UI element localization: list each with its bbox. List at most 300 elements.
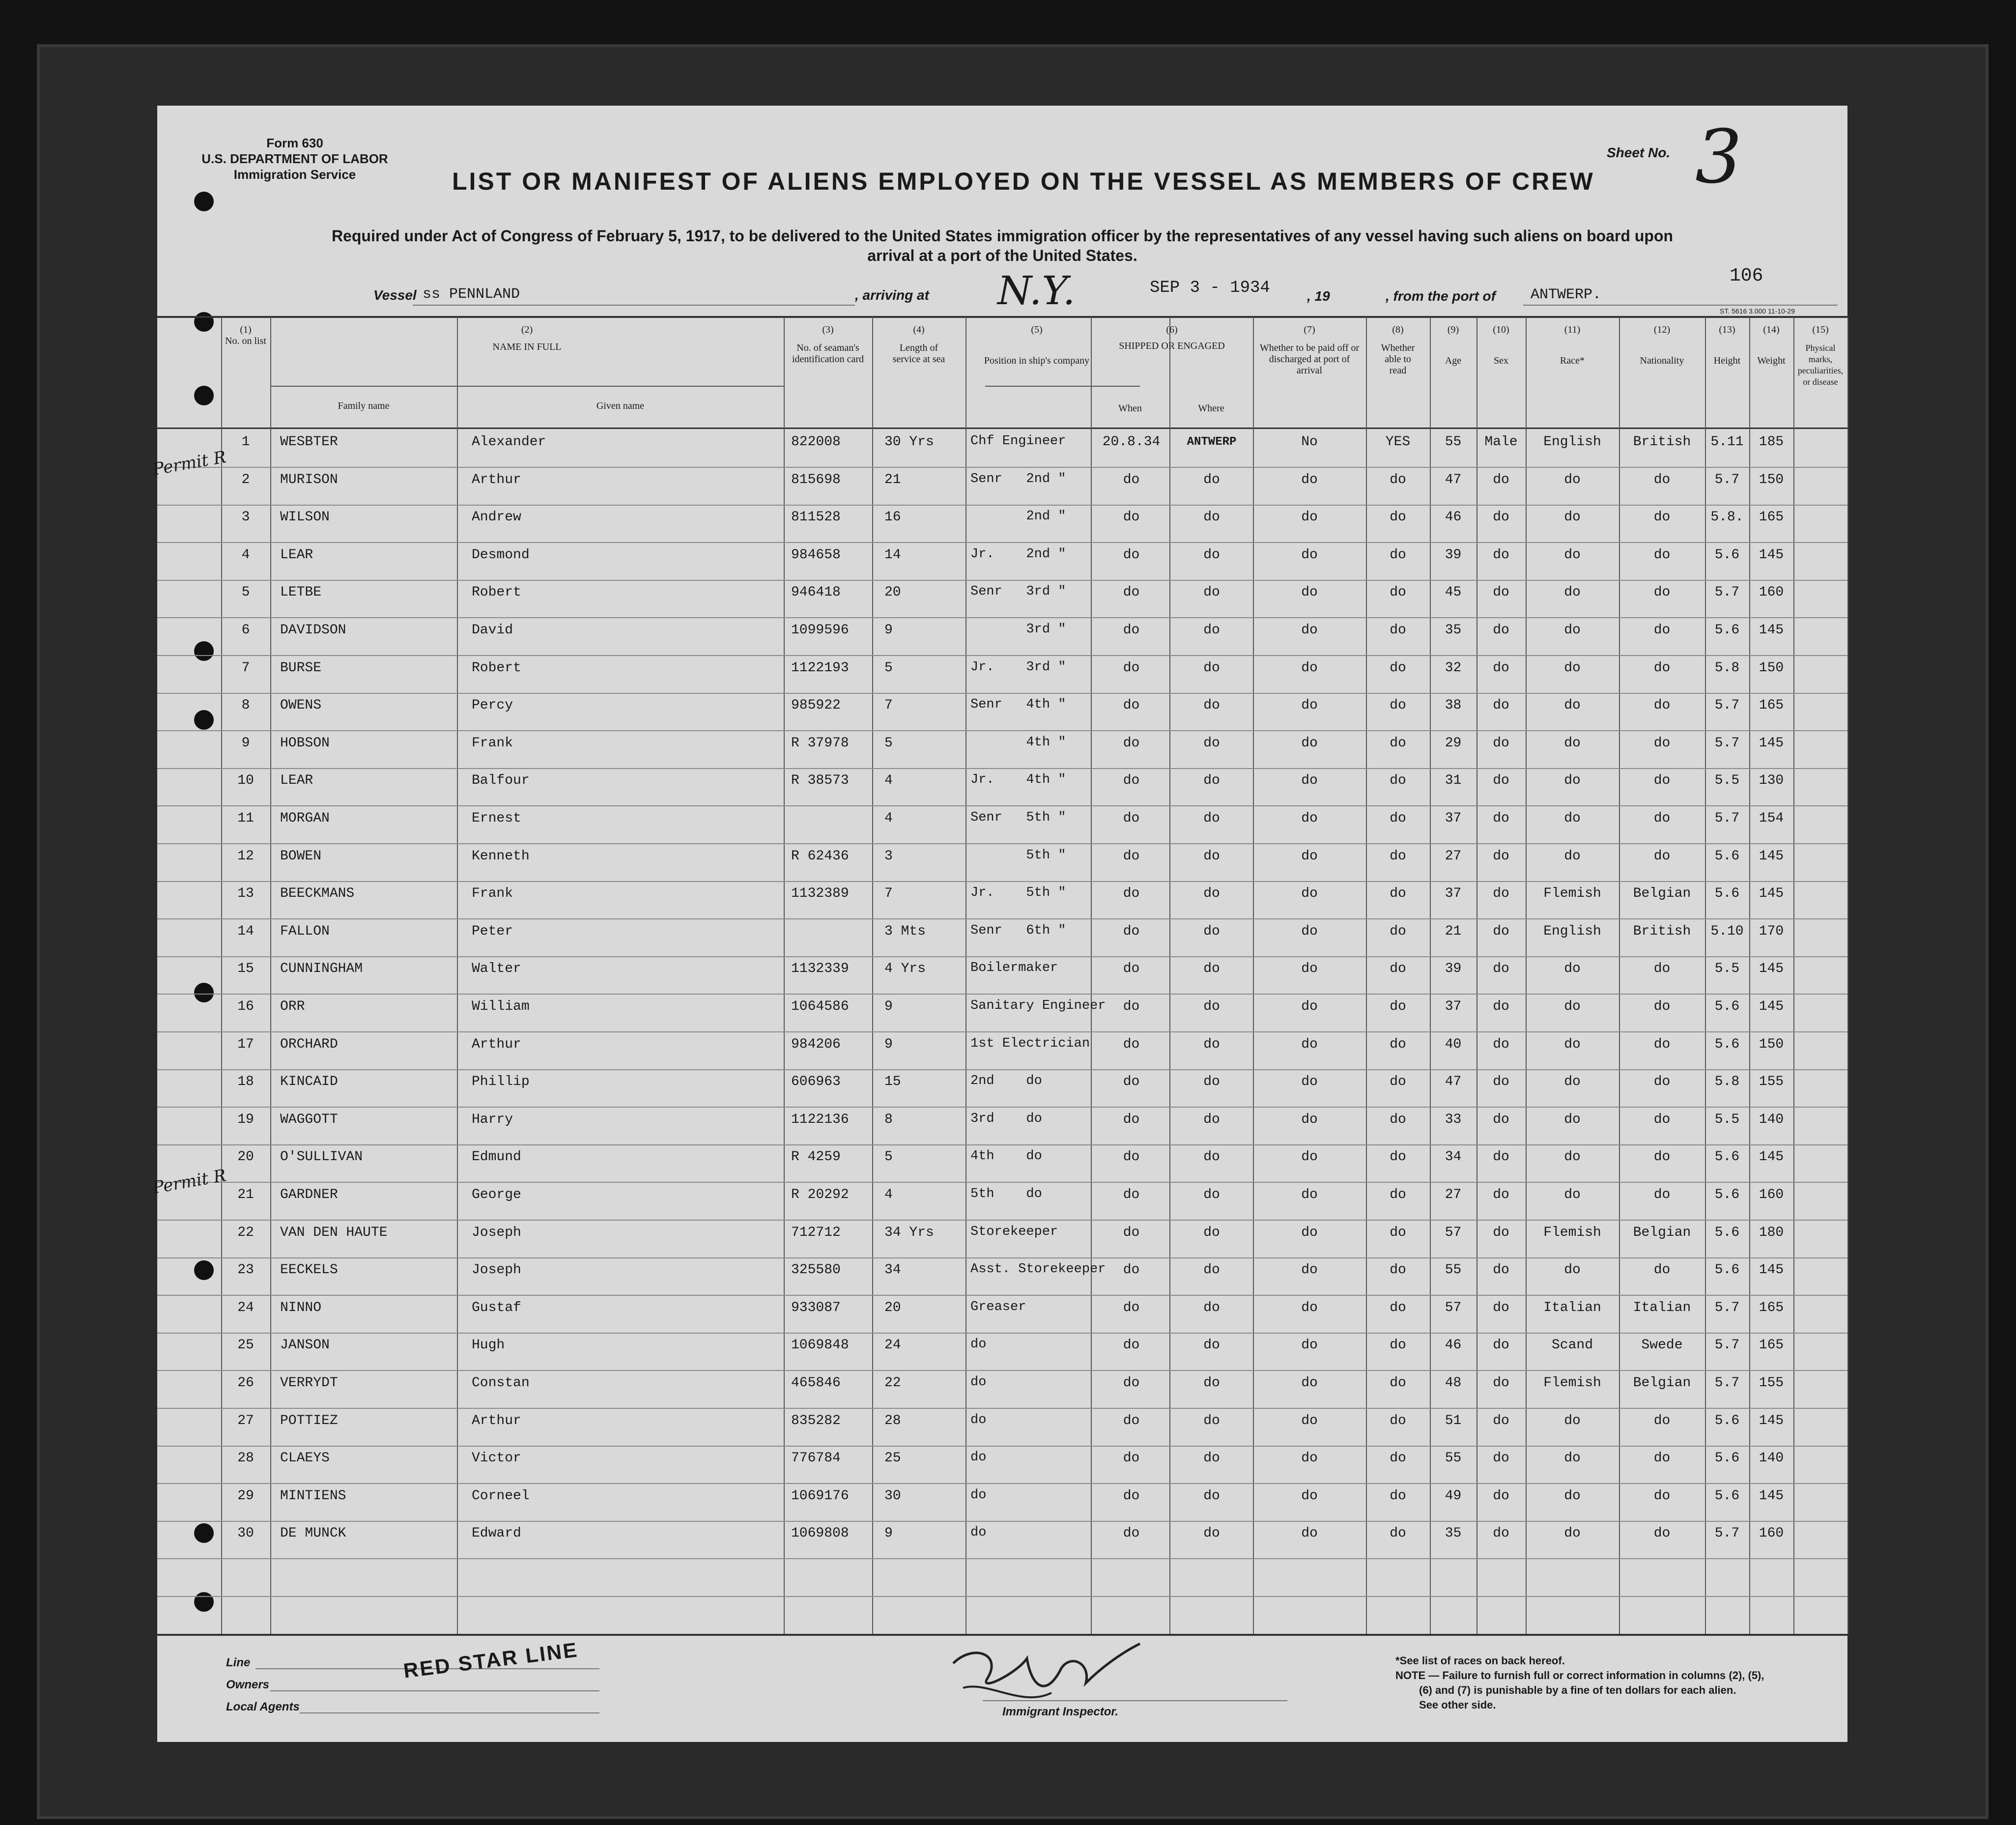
cell-sex: do [1493,1413,1509,1428]
cell-no: 5 [241,585,250,600]
cell-no: 30 [237,1526,254,1541]
cell-weight: 150 [1759,660,1784,676]
note-see-other: See other side. [1419,1699,1496,1711]
cell-paid: do [1301,736,1318,751]
cell-given: Edward [472,1526,521,1541]
cell-race: do [1564,510,1581,525]
subtitle-line-2: arrival at a port of the United States. [867,247,1137,264]
cell-age: 29 [1445,736,1462,751]
cell-height: 5.6 [1714,1488,1740,1504]
cell-weight: 140 [1759,1451,1784,1466]
cell-family: MURISON [280,472,338,487]
cell-read: do [1390,510,1406,525]
cell-weight: 145 [1759,961,1784,976]
cell-weight: 165 [1759,510,1784,525]
cell-given: Frank [472,736,513,751]
subtitle-line-1: Required under Act of Congress of February 5, 1917, to be delivered to the United States immigration officer by the representatives of any vessel having such aliens on board upon [331,227,1674,245]
col-15-number: (15) [1812,324,1829,335]
cell-pos: Senr 4th " [970,697,1066,712]
row-rule [157,1295,1847,1296]
cell-family: DAVIDSON [280,623,346,638]
form-number: Form 630 [266,136,323,150]
cell-when: do [1123,811,1140,826]
punch-hole [194,386,214,405]
cell-no: 6 [241,623,250,638]
cell-no: 11 [237,811,254,826]
col-9-number: (9) [1447,324,1459,335]
cell-card: 712712 [791,1225,841,1240]
cell-no: 3 [241,510,250,525]
cell-height: 5.7 [1714,811,1740,826]
cell-given: Andrew [472,510,521,525]
cell-race: do [1564,811,1581,826]
cell-read: do [1390,1488,1406,1504]
cell-family: LEAR [280,773,313,788]
cell-read: do [1390,1526,1406,1541]
cell-family: BURSE [280,660,322,676]
cell-service: 30 [884,1488,901,1504]
cell-service: 4 [884,811,893,826]
cell-given: Arthur [472,1413,521,1428]
col-14-number: (14) [1763,324,1780,335]
cell-when: do [1123,1451,1140,1466]
cell-given: Percy [472,698,513,713]
cell-race: do [1564,1488,1581,1504]
cell-service: 9 [884,1037,893,1052]
note-penalty-2: (6) and (7) is punishable by a fine of ten dollars for each alien. [1419,1684,1736,1696]
cell-height: 5.7 [1714,1300,1740,1315]
col-7-header [1253,324,1366,376]
document-title: LIST OR MANIFEST OF ALIENS EMPLOYED ON THE VESSEL AS MEMBERS OF CREW [452,168,1595,195]
col-4-label: Length of service at sea [892,342,945,365]
cell-nat: do [1653,1074,1671,1089]
col-3-label: No. of seaman's identification card [792,342,864,365]
inspector-label: Immigrant Inspector. [1002,1705,1119,1718]
col-8-label: Whether able to read [1381,342,1415,376]
cell-race: English [1543,924,1601,939]
cell-weight: 145 [1759,999,1784,1014]
cell-when: do [1123,773,1140,788]
col-10-header [1477,324,1526,367]
agents-label: Local Agents [226,1700,300,1713]
cell-paid: do [1301,849,1318,864]
col-14-header [1749,324,1793,367]
cell-pos: Jr. 4th " [970,772,1066,787]
cell-given: Kenneth [472,849,530,864]
row-rule [157,881,1847,882]
cell-weight: 165 [1759,1300,1784,1315]
row-rule [157,1596,1847,1597]
row-rule [157,580,1847,581]
cell-service: 5 [884,736,893,751]
cell-height: 5.10 [1710,924,1744,939]
col-7-label: Whether to be paid off or discharged at port of arrival [1259,342,1360,376]
cell-race: do [1564,999,1581,1014]
cell-weight: 140 [1759,1112,1784,1127]
cell-sex: do [1493,811,1509,826]
cell-height: 5.7 [1714,585,1740,600]
cell-family: BOWEN [280,849,322,864]
cell-weight: 145 [1759,1149,1784,1165]
cell-no: 15 [237,961,254,976]
cell-service: 7 [884,698,893,713]
cell-card: 606963 [791,1074,841,1089]
header-bottom-border [157,428,1847,429]
cell-paid: do [1301,510,1318,525]
cell-nat: do [1653,510,1671,525]
cell-no: 24 [237,1300,254,1315]
cell-weight: 145 [1759,1262,1784,1278]
cell-where: do [1203,811,1220,826]
cell-race: do [1564,1451,1581,1466]
cell-where: do [1203,1300,1220,1315]
cell-service: 30 Yrs [884,434,934,450]
cell-where: do [1203,1225,1220,1240]
cell-paid: No [1301,434,1318,450]
cell-service: 21 [884,472,901,487]
cell-sex: do [1493,698,1509,713]
cell-given: Frank [472,886,513,901]
cell-family: WILSON [280,510,330,525]
cell-age: 39 [1445,961,1462,976]
cell-nat: do [1653,1037,1671,1052]
cell-no: 20 [237,1149,254,1165]
cell-where: do [1203,736,1220,751]
cell-weight: 160 [1759,1526,1784,1541]
cell-when: do [1123,1037,1140,1052]
cell-paid: do [1301,1413,1318,1428]
column-rule [457,317,458,1634]
cell-paid: do [1301,698,1318,713]
column-rule [270,317,271,1634]
cell-pos: Boilermaker [970,961,1058,975]
cell-family: WAGGOTT [280,1112,338,1127]
cell-age: 57 [1445,1300,1462,1315]
cell-no: 16 [237,999,254,1014]
cell-read: do [1390,1187,1406,1202]
cell-where: do [1203,1037,1220,1052]
cell-weight: 145 [1759,849,1784,864]
cell-paid: do [1301,924,1318,939]
cell-age: 57 [1445,1225,1462,1240]
cell-nat: Belgian [1633,1225,1691,1240]
cell-service: 25 [884,1451,901,1466]
cell-nat: do [1653,1451,1671,1466]
cell-no: 26 [237,1375,254,1391]
cell-pos: do [970,1488,987,1503]
cell-where: do [1203,1338,1220,1353]
cell-read: do [1390,1225,1406,1240]
col-1-header [221,324,270,347]
table-top-border [157,316,1847,318]
cell-read: do [1390,961,1406,976]
col-10-number: (10) [1493,324,1509,335]
page-number: 106 [1730,265,1763,286]
row-rule [157,805,1847,806]
cell-paid: do [1301,1225,1318,1240]
cell-read: do [1390,623,1406,638]
col-1-number: (1) [240,324,252,335]
department-name: U.S. DEPARTMENT OF LABOR [201,151,388,166]
cell-sex: do [1493,472,1509,487]
cell-no: 22 [237,1225,254,1240]
cell-service: 34 Yrs [884,1225,934,1240]
cell-family: POTTIEZ [280,1413,338,1428]
cell-pos: do [970,1375,987,1390]
cell-age: 37 [1445,886,1462,901]
cell-sex: do [1493,1262,1509,1278]
cell-nat: do [1653,1112,1671,1127]
cell-paid: do [1301,1149,1318,1165]
cell-weight: 165 [1759,1338,1784,1353]
cell-read: do [1390,660,1406,676]
cell-sex: Male [1484,434,1518,450]
cell-where: ANTWERP [1187,435,1237,449]
cell-paid: do [1301,1300,1318,1315]
cell-race: English [1543,434,1601,450]
cell-age: 21 [1445,924,1462,939]
cell-when: do [1123,1375,1140,1391]
cell-card: 946418 [791,585,841,600]
cell-when: do [1123,1149,1140,1165]
cell-weight: 160 [1759,1187,1784,1202]
cell-given: Edmund [472,1149,521,1165]
cell-family: DE MUNCK [280,1526,346,1541]
cell-age: 48 [1445,1375,1462,1391]
cell-where: do [1203,660,1220,676]
cell-given: David [472,623,513,638]
cell-paid: do [1301,886,1318,901]
cell-pos: do [970,1450,987,1465]
cell-no: 12 [237,849,254,864]
cell-weight: 180 [1759,1225,1784,1240]
cell-card: 1122193 [791,660,849,676]
cell-no: 8 [241,698,250,713]
cell-service: 16 [884,510,901,525]
cell-service: 9 [884,999,893,1014]
row-rule [157,994,1847,995]
cell-read: do [1390,547,1406,563]
year-label: , 19 [1307,288,1330,304]
cell-card: 465846 [791,1375,841,1391]
cell-sex: do [1493,736,1509,751]
cell-where: do [1203,924,1220,939]
cell-height: 5.8. [1710,510,1744,525]
cell-pos: 3rd " [970,622,1066,637]
cell-height: 5.7 [1714,698,1740,713]
cell-service: 5 [884,660,893,676]
cell-sex: do [1493,1300,1509,1315]
punch-hole [194,1260,214,1280]
cell-pos: 5th do [970,1187,1042,1201]
cell-nat: do [1653,1526,1671,1541]
cell-race: do [1564,660,1581,676]
cell-height: 5.7 [1714,736,1740,751]
row-rule [157,956,1847,957]
cell-race: do [1564,547,1581,563]
cell-age: 34 [1445,1149,1462,1165]
cell-given: Joseph [472,1262,521,1278]
cell-service: 24 [884,1338,901,1353]
cell-pos: 1st Electrician [970,1036,1090,1051]
cell-height: 5.7 [1714,1526,1740,1541]
cell-where: do [1203,585,1220,600]
cell-service: 3 [884,849,893,864]
cell-age: 27 [1445,849,1462,864]
cell-pos: Chf Engineer [970,434,1066,449]
cell-card: 1132389 [791,886,849,901]
cell-nat: do [1653,472,1671,487]
cell-age: 55 [1445,434,1462,450]
col-3-header [784,324,872,365]
cell-sex: do [1493,1225,1509,1240]
row-rule [157,1483,1847,1484]
cell-given: Balfour [472,773,530,788]
punch-hole [194,641,214,661]
agents-underline [300,1712,599,1713]
vessel-label: Vessel [373,287,417,303]
line-label: Line [226,1656,251,1669]
cell-pos: Senr 3rd " [970,584,1066,599]
cell-age: 35 [1445,623,1462,638]
cell-where: do [1203,849,1220,864]
cell-pos: 3rd do [970,1112,1042,1126]
form-identifier [192,135,398,182]
cell-nat: do [1653,849,1671,864]
cell-paid: do [1301,623,1318,638]
punch-hole [194,312,214,332]
cell-read: do [1390,736,1406,751]
cell-given: Victor [472,1451,521,1466]
cell-no: 25 [237,1338,254,1353]
cell-height: 5.11 [1710,434,1744,450]
cell-height: 5.8 [1714,1074,1740,1089]
cell-age: 27 [1445,1187,1462,1202]
cell-where: do [1203,1112,1220,1127]
cell-given: William [472,999,530,1014]
row-rule [157,1370,1847,1371]
given-name-header: Given name [596,400,645,411]
col-9-header [1430,324,1477,367]
col-8-number: (8) [1392,324,1404,335]
row-rule [157,730,1847,731]
cell-nat: do [1653,1488,1671,1504]
cell-age: 31 [1445,773,1462,788]
cell-paid: do [1301,472,1318,487]
cell-paid: do [1301,1338,1318,1353]
cell-when: 20.8.34 [1102,434,1161,450]
cell-when: do [1123,849,1140,864]
cell-sex: do [1493,961,1509,976]
cell-race: do [1564,1037,1581,1052]
cell-where: do [1203,510,1220,525]
col-15-label: Physical marks, peculiarities, or disease [1797,343,1844,387]
owners-label: Owners [226,1678,270,1691]
cell-read: do [1390,1037,1406,1052]
cell-paid: do [1301,1074,1318,1089]
cell-no: 27 [237,1413,254,1428]
cell-paid: do [1301,1375,1318,1391]
where-header: Where [1198,403,1224,414]
cell-height: 5.6 [1714,1413,1740,1428]
cell-given: Desmond [472,547,530,563]
cell-service: 20 [884,1300,901,1315]
col-4-number: (4) [913,324,925,335]
cell-family: O'SULLIVAN [280,1149,363,1165]
cell-age: 38 [1445,698,1462,713]
cell-card: R 4259 [791,1149,841,1165]
cell-card: 1069808 [791,1526,849,1541]
cell-no: 17 [237,1037,254,1052]
cell-pos: Storekeeper [970,1225,1058,1239]
document-subtitle [256,226,1749,265]
cell-card: 1099596 [791,623,849,638]
cell-no: 14 [237,924,254,939]
cell-where: do [1203,1262,1220,1278]
cell-sex: do [1493,510,1509,525]
cell-where: do [1203,1187,1220,1202]
cell-pos: Senr 6th " [970,923,1066,938]
vessel-underline [413,305,855,306]
row-rule [157,1446,1847,1447]
cell-card: 984658 [791,547,841,563]
cell-family: ORCHARD [280,1037,338,1052]
cell-pos: 4th do [970,1149,1042,1164]
cell-race: Flemish [1543,1375,1601,1391]
cell-card: R 37978 [791,736,849,751]
cell-sex: do [1493,1074,1509,1089]
cell-sex: do [1493,999,1509,1014]
cell-age: 55 [1445,1451,1462,1466]
cell-no: 4 [241,547,250,563]
cell-family: HOBSON [280,736,330,751]
cell-service: 34 [884,1262,901,1278]
cell-race: do [1564,961,1581,976]
cell-read: do [1390,1413,1406,1428]
cell-read: do [1390,999,1406,1014]
cell-weight: 154 [1759,811,1784,826]
cell-race: do [1564,1262,1581,1278]
column-rule [1793,317,1794,1634]
cell-no: 2 [241,472,250,487]
cell-when: do [1123,1074,1140,1089]
col-6-label: SHIPPED OR ENGAGED [1119,341,1225,351]
cell-given: Phillip [472,1074,530,1089]
cell-read: do [1390,924,1406,939]
cell-given: Joseph [472,1225,521,1240]
cell-service: 5 [884,1149,893,1165]
cell-age: 32 [1445,660,1462,676]
cell-pos: Jr. 3rd " [970,660,1066,675]
cell-service: 4 [884,1187,893,1202]
cell-weight: 155 [1759,1375,1784,1391]
row-rule [157,1069,1847,1070]
col-12-number: (12) [1653,324,1671,335]
punch-hole [194,710,214,730]
col-2-number: (2) [521,324,533,335]
cell-card: R 62436 [791,849,849,864]
cell-where: do [1203,1451,1220,1466]
cell-weight: 130 [1759,773,1784,788]
cell-when: do [1123,1338,1140,1353]
cell-no: 21 [237,1187,254,1202]
cell-paid: do [1301,1488,1318,1504]
cell-when: do [1123,585,1140,600]
cell-paid: do [1301,1451,1318,1466]
cell-nat: Italian [1633,1300,1691,1315]
row-rule [157,768,1847,769]
cell-family: LETBE [280,585,322,600]
